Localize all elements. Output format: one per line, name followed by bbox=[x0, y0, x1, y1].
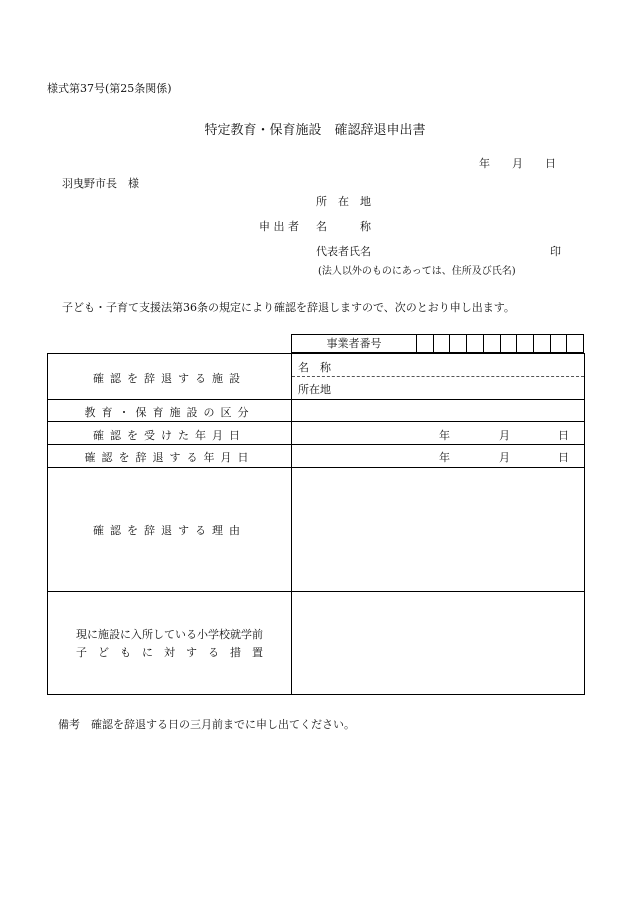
confirmed-year-unit: 年 bbox=[439, 429, 450, 442]
withdraw-day-unit: 日 bbox=[558, 451, 569, 464]
applicant-address-label: 所 在 地 bbox=[316, 195, 371, 208]
business-number-digit[interactable] bbox=[417, 335, 434, 352]
table-row-divider bbox=[48, 591, 584, 592]
facility-category-label: 教育・保育施設の区分 bbox=[84, 406, 255, 419]
confirmed-day-unit: 日 bbox=[558, 429, 569, 442]
measures-label-line1: 現に施設に入所している小学校就学前 bbox=[76, 628, 263, 641]
page-title: 特定教育・保育施設 確認辞退申出書 bbox=[204, 123, 426, 138]
applicant-name-label: 名 称 bbox=[316, 220, 371, 233]
business-number-digit[interactable] bbox=[501, 335, 518, 352]
declaration-statement: 子ども・子育て支援法第36条の規定により確認を辞退しますので、次のとおり申し出ます。 bbox=[62, 301, 515, 314]
business-number-box bbox=[291, 334, 584, 353]
business-number-digit[interactable] bbox=[567, 335, 583, 352]
business-number-digit[interactable] bbox=[467, 335, 484, 352]
table-row-divider bbox=[48, 467, 584, 468]
measures-label-line2: 子 ど も に 対 す る 措 置 bbox=[76, 646, 263, 659]
business-number-label: 事業者番号 bbox=[292, 335, 417, 352]
facility-name-label: 名 称 bbox=[298, 361, 331, 374]
withdraw-reason-label: 確認を辞退する理由 bbox=[93, 524, 246, 537]
business-number-digit[interactable] bbox=[551, 335, 568, 352]
business-number-digit[interactable] bbox=[534, 335, 551, 352]
confirmed-month-unit: 月 bbox=[499, 429, 510, 442]
facility-dashed-divider bbox=[292, 376, 584, 377]
addressee: 羽曳野市長 様 bbox=[62, 177, 139, 190]
confirmed-date-label: 確認を受けた年月日 bbox=[93, 429, 246, 442]
form-number: 様式第37号(第25条関係) bbox=[47, 82, 172, 95]
facility-label: 確認を辞退する施設 bbox=[93, 372, 246, 385]
table-row-divider bbox=[48, 444, 584, 445]
withdraw-date-label: 確認を辞退する年月日 bbox=[84, 451, 255, 464]
representative-name-label: 代表者氏名 bbox=[316, 245, 371, 258]
business-number-digit[interactable] bbox=[484, 335, 501, 352]
seal-mark: 印 bbox=[550, 245, 561, 258]
table-row-divider bbox=[48, 421, 584, 422]
facility-address-label: 所在地 bbox=[298, 383, 331, 396]
submission-date[interactable]: 年 月 日 bbox=[479, 157, 556, 170]
withdraw-month-unit: 月 bbox=[499, 451, 510, 464]
applicant-label: 申 出 者 bbox=[259, 220, 299, 233]
corporate-note: (法人以外のものにあっては、住所及び氏名) bbox=[318, 266, 516, 277]
business-number-digit[interactable] bbox=[450, 335, 467, 352]
table-row-divider bbox=[48, 399, 584, 400]
withdraw-year-unit: 年 bbox=[439, 451, 450, 464]
business-number-digit[interactable] bbox=[517, 335, 534, 352]
table-column-divider bbox=[291, 354, 292, 694]
measures-label bbox=[48, 626, 291, 662]
business-number-digit[interactable] bbox=[434, 335, 451, 352]
withdrawal-table bbox=[47, 353, 585, 695]
remarks: 備考 確認を辞退する日の三月前までに申し出てください。 bbox=[58, 718, 355, 731]
